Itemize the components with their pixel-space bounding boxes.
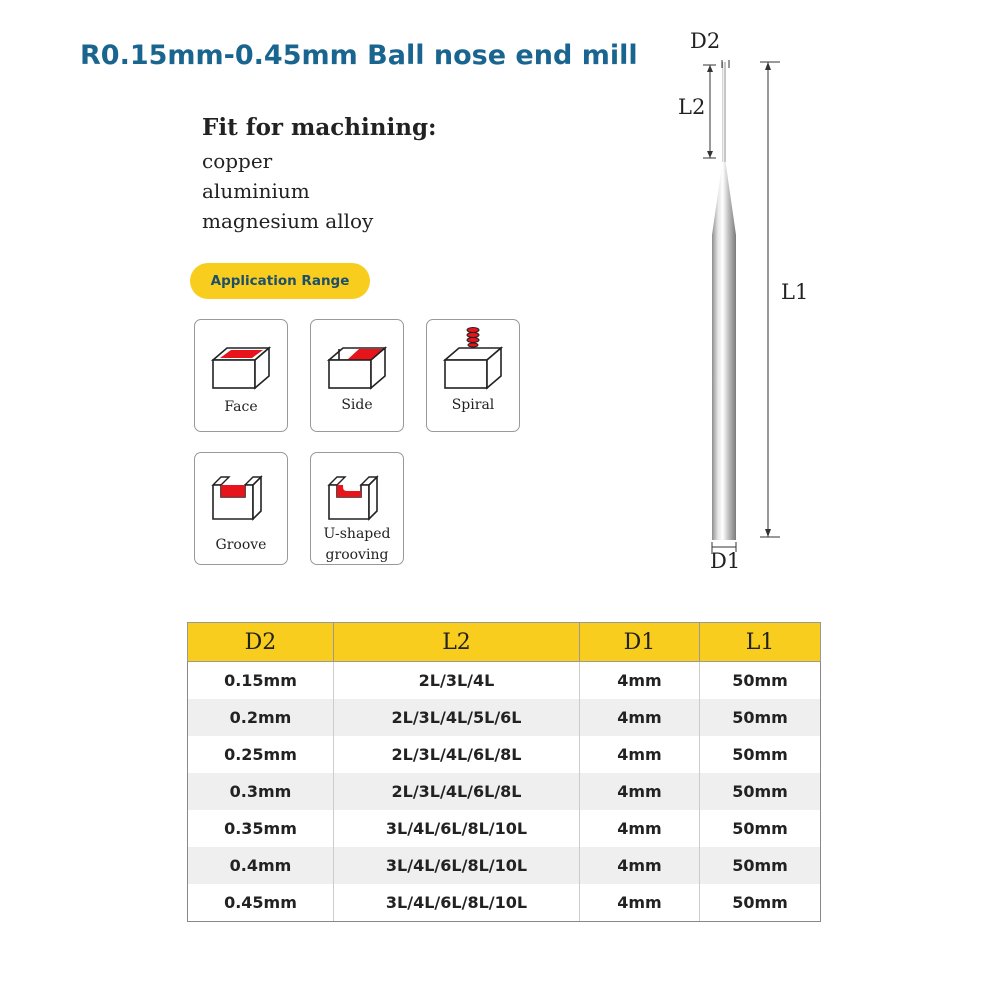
cell-d2: 0.15mm — [188, 662, 334, 700]
cell-d1: 4mm — [580, 736, 700, 773]
cell-d1: 4mm — [580, 847, 700, 884]
application-label-spiral: Spiral — [451, 397, 495, 413]
fit-heading: Fit for machining: — [202, 114, 437, 141]
application-range-label: Application Range — [210, 273, 350, 289]
cell-l1: 50mm — [700, 847, 821, 884]
application-card-groove — [194, 452, 288, 565]
table-row — [188, 699, 821, 736]
cell-l1: 50mm — [700, 736, 821, 773]
header-l1: L1 — [700, 623, 821, 662]
spiral-milling-icon — [427, 320, 521, 433]
end-mill-diagram — [660, 20, 820, 580]
cell-d2: 0.45mm — [188, 884, 334, 922]
cell-l2: 3L/4L/6L/8L/10L — [334, 847, 580, 884]
cell-l2: 2L/3L/4L/6L/8L — [334, 736, 580, 773]
cell-l1: 50mm — [700, 773, 821, 810]
cell-d1: 4mm — [580, 773, 700, 810]
material-copper: copper — [202, 149, 273, 173]
cell-l2: 2L/3L/4L — [334, 662, 580, 700]
cell-d1: 4mm — [580, 810, 700, 847]
application-label-side: Side — [341, 397, 373, 413]
table-row — [188, 884, 821, 922]
l2-label: L2 — [678, 95, 706, 119]
cell-d2: 0.35mm — [188, 810, 334, 847]
table-row — [188, 662, 821, 700]
header-l2: L2 — [334, 623, 580, 662]
table-header-row — [188, 623, 821, 662]
material-aluminium: aluminium — [202, 179, 310, 203]
side-milling-icon — [311, 320, 405, 433]
cell-l1: 50mm — [700, 884, 821, 922]
cell-l2: 2L/3L/4L/5L/6L — [334, 699, 580, 736]
table-row — [188, 847, 821, 884]
application-card-side — [310, 319, 404, 432]
header-d2: D2 — [188, 623, 334, 662]
spec-table — [187, 622, 821, 922]
cell-l2: 3L/4L/6L/8L/10L — [334, 810, 580, 847]
application-card-face — [194, 319, 288, 432]
cell-d2: 0.3mm — [188, 773, 334, 810]
application-label-u-shaped: U-shaped — [323, 526, 391, 542]
header-d1: D1 — [580, 623, 700, 662]
table-row — [188, 773, 821, 810]
application-range-badge — [190, 263, 370, 299]
cell-d2: 0.25mm — [188, 736, 334, 773]
cell-l1: 50mm — [700, 699, 821, 736]
d2-label: D2 — [690, 29, 721, 53]
cell-d2: 0.4mm — [188, 847, 334, 884]
cell-d1: 4mm — [580, 699, 700, 736]
application-card-spiral — [426, 319, 520, 432]
table-row — [188, 736, 821, 773]
cell-l1: 50mm — [700, 662, 821, 700]
material-magnesium-alloy: magnesium alloy — [202, 209, 374, 233]
cell-d1: 4mm — [580, 884, 700, 922]
cell-l2: 2L/3L/4L/6L/8L — [334, 773, 580, 810]
application-label-grooving: grooving — [325, 547, 389, 563]
l1-label: L1 — [781, 280, 809, 304]
application-label-u-shaped-grooving — [311, 524, 403, 566]
application-label-groove: Groove — [215, 537, 267, 553]
d1-label: D1 — [710, 549, 741, 573]
cell-l2: 3L/4L/6L/8L/10L — [334, 884, 580, 922]
application-label-face: Face — [224, 399, 258, 415]
page-title: R0.15mm-0.45mm Ball nose end mill — [80, 40, 638, 71]
table-row — [188, 810, 821, 847]
cell-l1: 50mm — [700, 810, 821, 847]
application-card-u-shaped-grooving — [310, 452, 404, 565]
cell-d2: 0.2mm — [188, 699, 334, 736]
cell-d1: 4mm — [580, 662, 700, 700]
